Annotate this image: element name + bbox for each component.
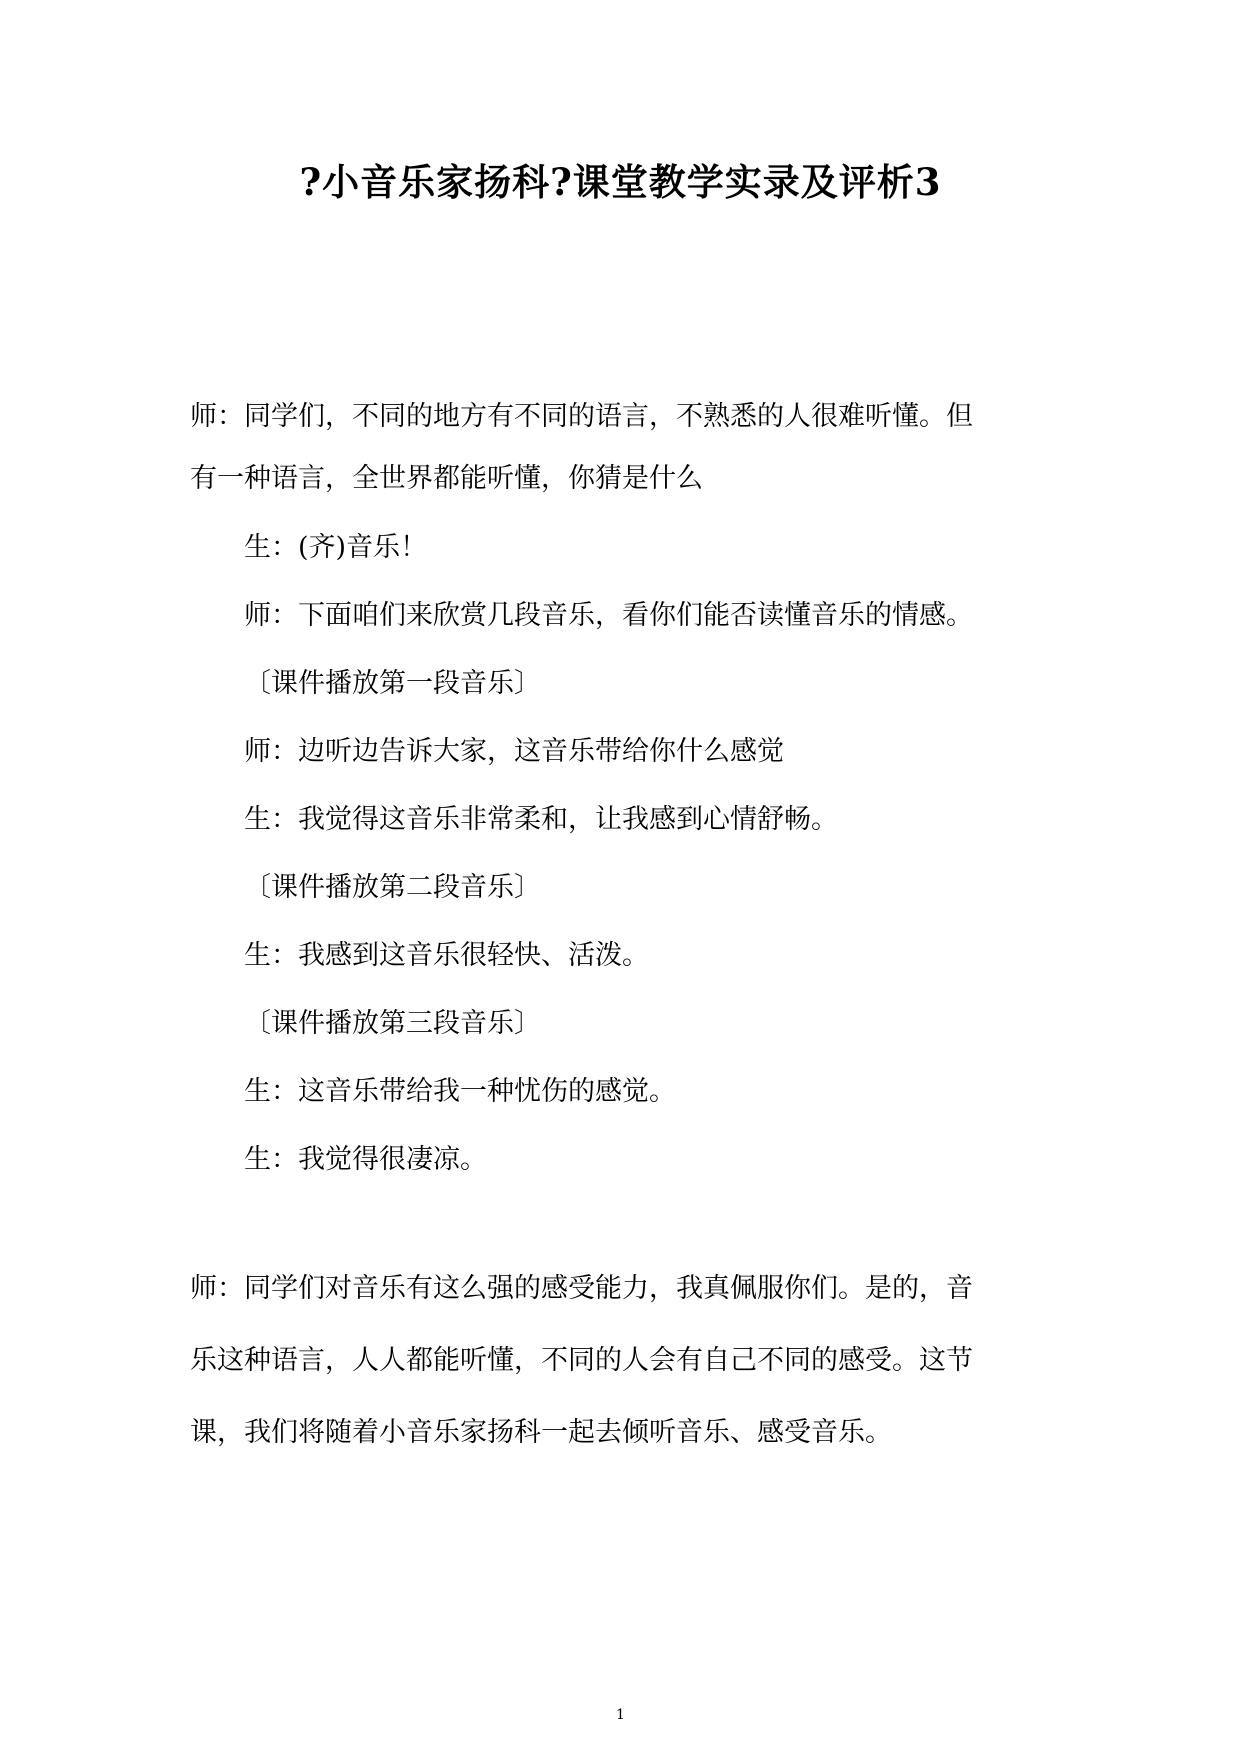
paragraph-teacher-summary-line-2: 乐这种语言，人人都能听懂，不同的人会有自己不同的感受。这节 bbox=[190, 1345, 973, 1376]
paragraph-teacher-summary-line-1: 师：同学们对音乐有这么强的感受能力，我真佩服你们。是的，音 bbox=[190, 1273, 973, 1304]
paragraph-teacher-listen: 师：下面咱们来欣赏几段音乐，看你们能否读懂音乐的情感。 bbox=[244, 600, 973, 631]
paragraph-teacher-summary-line-3: 课，我们将随着小音乐家扬科一起去倾听音乐、感受音乐。 bbox=[190, 1417, 892, 1448]
paragraph-student-answer-music: 生：(齐)音乐！ bbox=[244, 532, 428, 563]
paragraph-student-bleak: 生：我觉得很凄凉。 bbox=[244, 1144, 487, 1175]
paragraph-play-music-3: 〔课件播放第三段音乐〕 bbox=[244, 1008, 541, 1039]
paragraph-student-sad: 生：这音乐带给我一种忧伤的感觉。 bbox=[244, 1076, 676, 1107]
document-title: ?小音乐家扬科?课堂教学实录及评析3 bbox=[299, 160, 942, 204]
paragraph-teacher-question: 师：边听边告诉大家，这音乐带给你什么感觉 bbox=[244, 736, 784, 767]
paragraph-teacher-intro-line-2: 有一种语言，全世界都能听懂，你猜是什么 bbox=[190, 463, 703, 494]
paragraph-student-soft: 生：我觉得这音乐非常柔和，让我感到心情舒畅。 bbox=[244, 804, 838, 835]
paragraph-play-music-2: 〔课件播放第二段音乐〕 bbox=[244, 872, 541, 903]
paragraph-teacher-intro-line-1: 师：同学们，不同的地方有不同的语言，不熟悉的人很难听懂。但 bbox=[190, 401, 973, 432]
page-number: 1 bbox=[616, 1707, 625, 1723]
paragraph-play-music-1: 〔课件播放第一段音乐〕 bbox=[244, 668, 541, 699]
paragraph-student-lively: 生：我感到这音乐很轻快、活泼。 bbox=[244, 940, 649, 971]
